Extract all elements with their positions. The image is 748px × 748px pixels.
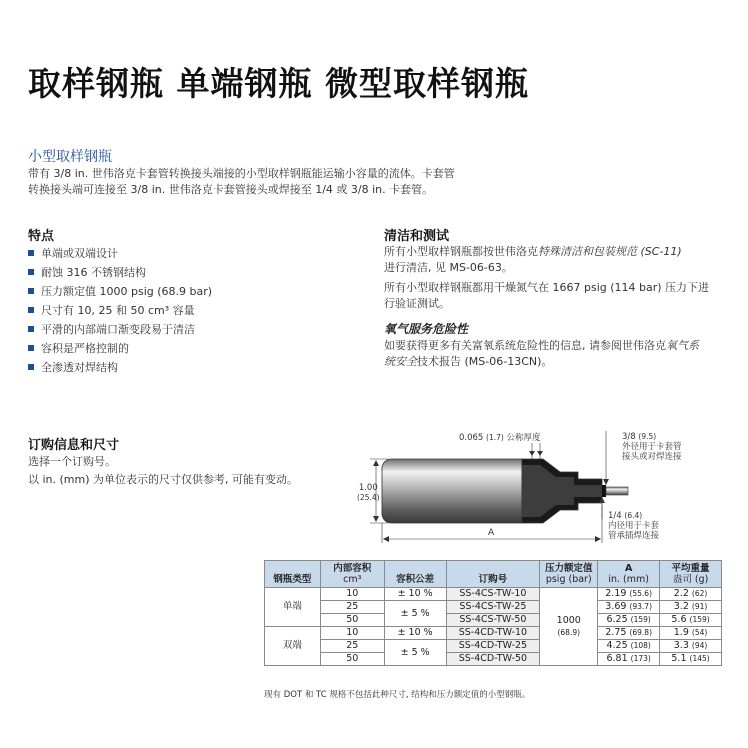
oxygen-ref-b: 统安全 [384,355,417,368]
table-footnote: 现有 DOT 和 TC 规格不包括此种尺寸, 结构和压力额定值的小型钢瓶。 [264,690,531,700]
oxygen-p-end: 技术报告 (MS-06-13CN)。 [417,355,553,368]
col-header-order: 订购号 [446,561,540,588]
cleaning-text [384,244,734,312]
col-header-tolerance: 容积公差 [384,561,446,588]
cleaning-heading: 清洁和测试 [384,229,450,244]
cell-pressure [540,588,598,666]
oxygen-ref-a: 氧气系 [666,339,699,352]
tube-od-label: 3/8 (9.5) 外径用于卡套管 接头或对焊连接 [622,432,682,462]
cylinder-body-shape [382,459,522,523]
cell-order-number: SS-4CS-TW-10 [446,588,540,601]
page-title: 取样钢瓶 单端钢瓶 微型取样钢瓶 [28,64,529,103]
cell-a-dimension: 2.19 (55.6) [598,588,660,601]
cell-weight: 3.2 (91) [660,601,722,614]
cell-order-number: SS-4CD-TW-10 [446,627,540,640]
features-heading: 特点 [28,229,55,244]
a-dimension-label: A [488,528,495,538]
feature-item [28,282,212,301]
cell-volume: 25 [320,640,384,653]
feature-item [28,301,212,320]
cell-weight: 1.9 (54) [660,627,722,640]
cell-a-dimension: 4.25 (108) [598,640,660,653]
oxygen-text [384,338,734,370]
table-row [265,614,722,627]
table-row [265,653,722,666]
cell-a-dimension: 3.69 (93.7) [598,601,660,614]
ordering-line1: 选择一个订购号。 [28,455,116,468]
feature-item [28,244,212,263]
bullet-square-icon [28,307,34,313]
cell-weight: 3.3 (94) [660,640,722,653]
pressure-psig: 1000 [556,614,581,626]
feature-item [28,263,212,282]
col-header-pressure: 压力额定值 psig (bar) [540,561,598,588]
feature-text: 平滑的内部端口渐变段易于清洁 [41,323,195,336]
mini-description [28,166,488,198]
cell-type: 单端 [265,588,321,627]
feature-item [28,320,212,339]
cleaning-p1-text: 所有小型取样钢瓶都按世伟洛克 [384,245,538,258]
tube-end-shape [606,487,628,495]
cell-weight: 5.1 (145) [660,653,722,666]
feature-text: 压力额定值 1000 psig (68.9 bar) [41,285,213,298]
cell-volume: 50 [320,614,384,627]
ordering-text [28,454,298,488]
cell-type: 双端 [265,627,321,666]
ordering-line2: 以 in. (mm) 为单位表示的尺寸仅供参考, 可能有变动。 [28,473,299,486]
feature-text: 耐蚀 316 不锈钢结构 [41,266,146,279]
cell-tolerance: ± 10 % [384,627,446,640]
ordering-table [264,560,722,666]
cleaning-p1-b: 进行清洁, 见 MS-06-63。 [384,261,513,274]
oxygen-heading: 氧气服务危险性 [384,322,469,336]
cell-volume: 50 [320,653,384,666]
feature-item [28,339,212,358]
cleaning-spec-ref: 特殊清洁和包装规范 (SC-11) [538,245,682,258]
feature-text: 容积是严格控制的 [41,342,129,355]
cell-order-number: SS-4CD-TW-50 [446,653,540,666]
bullet-square-icon [28,345,34,351]
bullet-square-icon [28,250,34,256]
col-header-volume: 内部容积 cm³ [320,561,384,588]
cell-order-number: SS-4CS-TW-50 [446,614,540,627]
bullet-square-icon [28,288,34,294]
table-row [265,640,722,653]
bullet-square-icon [28,269,34,275]
cleaning-p2-line2: 行验证测试。 [384,297,450,310]
feature-text: 尺寸有 10, 25 和 50 cm³ 容量 [41,304,195,317]
tube-stub-shape [602,485,606,497]
feature-text: 全渗透对焊结构 [41,361,118,374]
mini-desc-line2: 转换接头端可连接至 3/8 in. 世伟洛克卡套管接头或焊接至 1/4 或 3/8 in. 卡套管。 [28,183,434,196]
cell-weight: 5.6 (159) [660,614,722,627]
col-header-type: 钢瓶类型 [265,561,321,588]
cell-volume: 10 [320,627,384,640]
tube-id-label: 1/4 (6.4) 内径用于卡套 管承插焊连接 [608,511,660,541]
bullet-square-icon [28,326,34,332]
cell-tolerance: ± 10 % [384,588,446,601]
cleaning-p2-line1: 所有小型取样钢瓶都用干燥氮气在 1667 psig (114 bar) 压力下进 [384,281,710,294]
cell-volume: 10 [320,588,384,601]
mini-desc-line1: 带有 3/8 in. 世伟洛克卡套管转换接头端接的小型取样钢瓶能运输小容量的流体。卡套管 [28,167,455,180]
col-header-weight: 平均重量 盎司 (g) [660,561,722,588]
cell-order-number: SS-4CD-TW-25 [446,640,540,653]
cell-order-number: SS-4CS-TW-25 [446,601,540,614]
cell-tolerance: ± 5 % [384,640,446,666]
oxygen-p-text: 如要获得更多有关富氧系统危险性的信息, 请参阅世伟洛克 [384,339,666,352]
col-header-a: A in. (mm) [598,561,660,588]
features-list [28,244,212,377]
cell-a-dimension: 6.81 (173) [598,653,660,666]
section-heading-mini: 小型取样钢瓶 [28,149,112,165]
cell-volume: 25 [320,601,384,614]
bullet-square-icon [28,364,34,370]
cell-tolerance: ± 5 % [384,601,446,627]
cell-a-dimension: 2.75 (69.8) [598,627,660,640]
table-row [265,627,722,640]
cell-a-dimension: 6.25 (159) [598,614,660,627]
table-row [265,588,722,601]
diameter-label: 1.00 (25.4) [357,483,380,502]
cleaning-p1 [384,244,734,260]
ordering-heading: 订购信息和尺寸 [28,438,120,453]
table-row [265,601,722,614]
cell-weight: 2.2 (62) [660,588,722,601]
feature-item [28,358,212,377]
pressure-bar: (68.9) [557,627,581,637]
feature-text: 单端或双端设计 [41,247,118,260]
wall-thickness-label: 0.065 (1.7) 公称厚度 [459,433,541,443]
